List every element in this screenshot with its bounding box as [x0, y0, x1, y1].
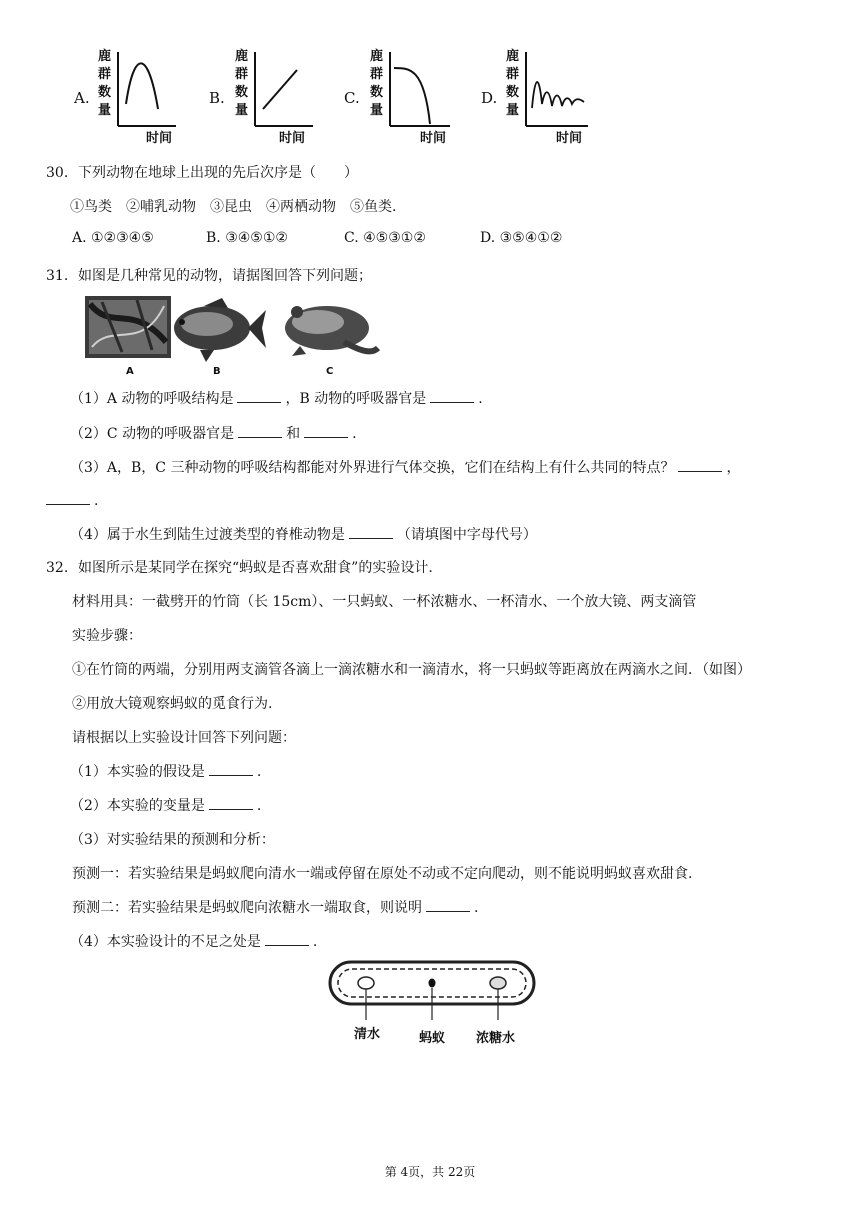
q32-prediction-2	[72, 897, 478, 917]
graph-c-ylabel-1: 鹿	[370, 49, 384, 64]
q32-sub4	[70, 931, 317, 951]
q30-items: ①鸟类 ②哺乳动物 ③昆虫 ④两栖动物 ⑤鱼类.	[70, 199, 397, 215]
q32-sub2-text: （2）本实验的变量是	[70, 798, 205, 814]
graph-b-curve	[263, 70, 297, 109]
graph-c-xlabel: 时间	[420, 131, 447, 146]
q30-stem-text: 下列动物在地球上出现的先后次序是（ ）	[78, 165, 358, 181]
q31-blank-2[interactable]	[430, 388, 474, 403]
graph-d-xlabel: 时间	[556, 131, 583, 146]
sugar-water-drop	[490, 977, 506, 989]
label-sugar-water: 浓糖水	[476, 1031, 516, 1046]
q32-sub1-text: （1）本实验的假设是	[70, 764, 205, 780]
q32-sub1	[70, 761, 261, 781]
q32-blank-4[interactable]	[265, 931, 309, 946]
q30-option-b: B. ③④⑤①②	[206, 230, 288, 246]
q30-option-a: A. ①②③④⑤	[72, 230, 154, 246]
q31-sub2-text-a: （2）C 动物的呼吸器官是	[70, 426, 235, 442]
q31-blank-1[interactable]	[237, 388, 281, 403]
ant-dot	[429, 979, 436, 988]
q31-sub2	[70, 423, 357, 443]
figure-label-a: A	[126, 366, 134, 377]
q30-stem	[46, 162, 358, 182]
q32-sub3: （3）对实验结果的预测和分析：	[70, 832, 275, 848]
graph-b-ylabel-1: 鹿	[235, 49, 249, 64]
option-c-letter: C.	[344, 89, 360, 107]
graph-d-curve	[532, 82, 584, 108]
label-clear-water: 清水	[354, 1027, 381, 1042]
q31-sub4-text-a: （4）属于水生到陆生过渡类型的脊椎动物是	[70, 527, 345, 543]
q31-sub2-text-b: 和	[286, 426, 301, 442]
q31-sub1	[70, 388, 483, 408]
graph-c-ylabel-2: 群	[370, 67, 384, 82]
q32-blank-1[interactable]	[209, 761, 253, 776]
graph-c-ylabel-4: 量	[370, 103, 384, 118]
option-b-letter: B.	[209, 89, 225, 107]
figure-label-c: C	[326, 366, 334, 377]
graph-d	[504, 44, 604, 149]
q32-sub4-text: （4）本实验设计的不足之处是	[70, 934, 261, 950]
graph-d-ylabel-3: 数	[506, 85, 520, 100]
graph-a-curve	[126, 63, 158, 109]
q32-pred2-end: .	[474, 900, 479, 916]
q32-number: 32.	[46, 560, 69, 576]
q31-sub1-text-a: （1）A 动物的呼吸结构是	[70, 391, 234, 407]
graph-d-ylabel-1: 鹿	[506, 49, 520, 64]
q31-figure	[82, 292, 382, 382]
q32-sub4-end: .	[312, 934, 318, 950]
graph-d-ylabel-2: 群	[506, 67, 520, 82]
graph-d-ylabel-4: 量	[506, 103, 520, 118]
q31-blank-5[interactable]	[678, 457, 722, 472]
q31-sub1-end: .	[478, 391, 483, 407]
animal-c-image	[285, 306, 378, 356]
graph-c	[368, 44, 468, 149]
graph-b-ylabel-3: 数	[235, 85, 249, 100]
graph-a-ylabel-3: 数	[98, 85, 112, 100]
graph-b	[233, 44, 333, 149]
q31-sub4	[70, 524, 537, 544]
graph-a-ylabel-2: 群	[98, 67, 112, 82]
page-footer: 第 4页，共 22页	[384, 1165, 476, 1179]
q30-number: 30.	[46, 165, 69, 181]
q31-blank-7[interactable]	[349, 524, 393, 539]
q32-sub1-end: .	[256, 764, 262, 780]
q32-steps-title: 实验步骤：	[72, 628, 142, 644]
q32-stem	[46, 557, 433, 577]
q31-blank-6[interactable]	[46, 490, 90, 505]
q31-number: 31.	[46, 268, 69, 284]
graph-b-ylabel-2: 群	[235, 67, 249, 82]
q31-sub3-comma: ，	[726, 460, 741, 476]
q31-stem-text: 如图是几种常见的动物，请据图回答下列问题；	[78, 268, 372, 284]
water-drop	[358, 977, 374, 989]
graph-a-xlabel: 时间	[146, 131, 173, 146]
q30-option-d: D. ③⑤④①②	[480, 230, 563, 246]
option-a-letter: A.	[74, 89, 90, 107]
q32-stem-text: 如图所示是某同学在探究“蚂蚁是否喜欢甜食”的实验设计.	[78, 560, 433, 576]
animal-b-image	[174, 298, 266, 362]
q31-sub3-text: （3）A，B，C 三种动物的呼吸结构都能对外界进行气体交换，它们在结构上有什么共同的特点？	[70, 460, 675, 476]
q32-sub2-end: .	[256, 798, 262, 814]
q32-pred2-text: 预测二：若实验结果是蚂蚁爬向浓糖水一端取食，则说明	[72, 900, 422, 916]
graph-a-ylabel-4: 量	[98, 103, 112, 118]
q32-step2: ②用放大镜观察蚂蚁的觅食行为.	[72, 696, 273, 712]
q32-prompt: 请根据以上实验设计回答下列问题：	[72, 730, 296, 746]
q31-sub4-text-b: （请填图中字母代号）	[396, 527, 537, 543]
q32-step1: ①在竹筒的两端，分别用两支滴管各滴上一滴浓糖水和一滴清水，将一只蚂蚁等距离放在两滴水之间．（如图）	[72, 662, 751, 678]
q31-blank-4[interactable]	[304, 423, 348, 438]
q31-stem	[46, 265, 372, 285]
graph-a-ylabel-1: 鹿	[98, 49, 112, 64]
q32-prediction-1: 预测一：若实验结果是蚂蚁爬向清水一端或停留在原处不动或不定向爬动，则不能说明蚂蚁喜欢甜食.	[72, 866, 693, 882]
q30-option-c: C. ④⑤③①②	[344, 230, 426, 246]
q31-blank-3[interactable]	[238, 423, 282, 438]
q31-sub3	[70, 457, 740, 477]
figure-label-b: B	[213, 366, 221, 377]
q32-blank-3[interactable]	[426, 897, 470, 912]
q31-sub3-end: .	[94, 493, 99, 509]
graph-a	[96, 44, 196, 149]
graph-b-ylabel-4: 量	[235, 103, 249, 118]
q32-blank-2[interactable]	[209, 795, 253, 810]
q31-sub1-text-b: ，B 动物的呼吸器官是	[285, 391, 427, 407]
graph-b-xlabel: 时间	[279, 131, 306, 146]
q31-sub2-end: .	[352, 426, 357, 442]
q32-sub2	[70, 795, 261, 815]
q32-figure	[326, 958, 540, 1052]
label-ant: 蚂蚁	[419, 1031, 446, 1046]
graph-c-ylabel-3: 数	[370, 85, 384, 100]
option-d-letter: D.	[481, 89, 498, 107]
q32-materials: 材料用具：一截劈开的竹筒（长 15cm）、一只蚂蚁、一杯浓糖水、一杯清水、一个放大镜、两支滴管	[72, 594, 697, 610]
q31-sub3-cont	[46, 490, 98, 509]
graph-c-curve	[394, 68, 430, 124]
animal-a-image	[85, 296, 171, 358]
